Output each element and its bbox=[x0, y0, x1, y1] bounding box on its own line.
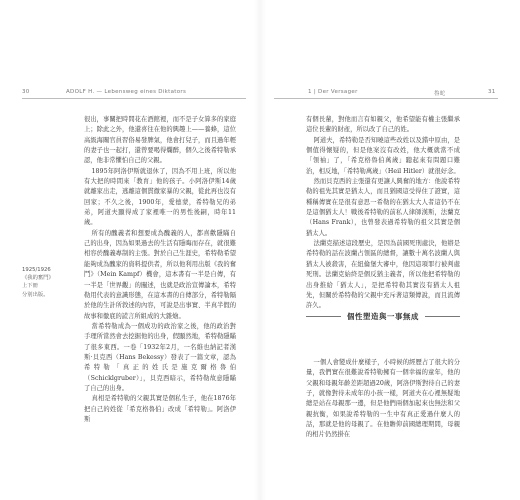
paragraph: 真相是希特勒的父親其實是個私生子，他在1876年把自己的姓從「希克格魯伯」改成「希特勒」。阿洛伊斯 bbox=[84, 395, 236, 423]
paragraph: 然而貝克西的主張還有更讓人興奮的地方：他說希特勒的祖先其實是猶太人，而且猶國這受得住了證實，這種稱傳實在是很有意思一希勒的在猶太大人者這仍不在是這個猶太人！戰後希特勒的前私人律師漢斯，法蘭克（Hans Frank），也曾發表過希特勒的祖父其實是個猶太人。 bbox=[306, 178, 460, 237]
section-heading bbox=[306, 311, 460, 322]
paragraph: 阿道夫，希特勒是否知曉這些改姓以及錯中原由，是個值得懷疑的，但是他案沒有改姓，他大概就當不成「領袖」了，「希克格魯伯萬歲」聽起來有問題口難治，相反地，「希特勒萬歲」（Heil Hitler）就很好念。 bbox=[306, 136, 460, 175]
right-page bbox=[260, 0, 520, 500]
heading-rule-left bbox=[306, 316, 341, 317]
left-body-text bbox=[84, 115, 236, 425]
paragraph: 當希特勒成為一個成功的政治家之後，他的政治對手理所當然會去挖掘他的出身，假顯然地，希特勒隱瞞了很多東西。一卷「1932年2月，一名維也納記者漢斯·貝克西（Hans Bekessy）發表了一篇文章，認為希特勒「真正的姓氏是施克爾格魯伯（Schicklgruber）」，貝克西暗示，希特勒故意隱瞞了自己的出身。 bbox=[84, 322, 236, 392]
section-heading-title: 個性塑造與一事無成 bbox=[347, 312, 419, 321]
heading-rule-right bbox=[425, 316, 460, 317]
right-header-rule bbox=[274, 98, 498, 99]
left-running-head: ADOLF H. — Lebensweg eines Diktators bbox=[66, 89, 187, 95]
right-running-head: 1 | Der Versager bbox=[308, 89, 358, 95]
right-body-text-bottom bbox=[306, 358, 460, 441]
left-page-number: 30 bbox=[22, 89, 30, 95]
paragraph: 一個人會變成什麼樣子，小時候的經歷占了很大的分量，我們實在很難說希特勒擁有一個幸福的童年，他的父親和母親年齡差距超過20歲，阿洛伊斯對待自己的妻子，就像對待未成年的小孩一樣，阿道夫在心裡無疑地總是站在母親那一邊，但是他們兩個加起來也無法和父親抗衡，如果說希特勒的一生中有真正愛過什麼人的話，那就是他的母親了。在他瞻仰前國總理期間，母親的相片仍然掛在 bbox=[306, 359, 460, 439]
right-body-text-top bbox=[306, 115, 460, 312]
paragraph: 所有的醜義者和想要成為醜義的人，都喜歡隱瞞自己的出身，因為如果過去的生活有隱晦而存在，就很難相容於醜義專制的主張。對於自己生涯史，希特勒希望能夠成為醜家的資料提供者，所以他利用出版《我的奮鬥》（Mein Kampf）機會，這本書有一半是自傳，有一半是「世界觀」的闡述，也就是政治宣傳論本，希特勒用代表的意識形態，在這本書的自傳部分，希特勒隔於他的生計所敘述的內容，可說是出事實、半真半假的故事和徹底的謊言所組成的大雜燴。 bbox=[84, 229, 236, 320]
right-page-number: 31 bbox=[488, 89, 496, 95]
right-running-head-cn: 魯蛇 bbox=[434, 91, 446, 97]
margin-note bbox=[22, 266, 70, 299]
paragraph: 有個長輩，對他而言有如親父，他希望能有權主張繼承這位長輩的財產，所以改了自己的姓。 bbox=[306, 116, 460, 134]
paragraph: 很出，事關把時間花在酒館裡，而不是子女算多的家庭上；除此之外，他還喜往在他的興趣上——養蜂，這位高級海關官員習俗易發脾氣，他會打兒子，而且過年輕的妻子也一起打，還曾要喝得爛醉，個久之後希特勒承認，他非常懼怕自己的父親。 bbox=[84, 116, 236, 165]
paragraph: 法蘭克描述這段歷史，是因為前國死刑處決，他辯是希特勒的話在波蘭占領區的總督，讓數十萬名波蘭人與猶太人被殺害，在紐倫堡大審中，他因這項罪行被判處死刑。法蘭克始終是個反猶主義者，所以他把希特勒的出身推給「猶太人」，是把希特勒其實沒有猶太人祖先，但關於希特勒的父親中充斥著這類傳說，而且流傳許久。 bbox=[306, 240, 460, 310]
paragraph: 1895年阿洛伊斯就退休了，因為不用上班，所以他有大把的時間來「教育」他的孩子。小阿洛伊斯14歲就離家出走，逃離這個貫徹家暴的父親，從此再也沒有回家；不久之後，1900年，愛德蒙，希特勒兄的弟弟，阿道夫顯得成了家裡唯一的男性後嗣，時年11歲。 bbox=[84, 167, 236, 227]
left-header-rule bbox=[22, 98, 246, 99]
margin-note-text: 1925/1926 《我的奮鬥》 上下冊 分別出版。 bbox=[22, 267, 54, 298]
